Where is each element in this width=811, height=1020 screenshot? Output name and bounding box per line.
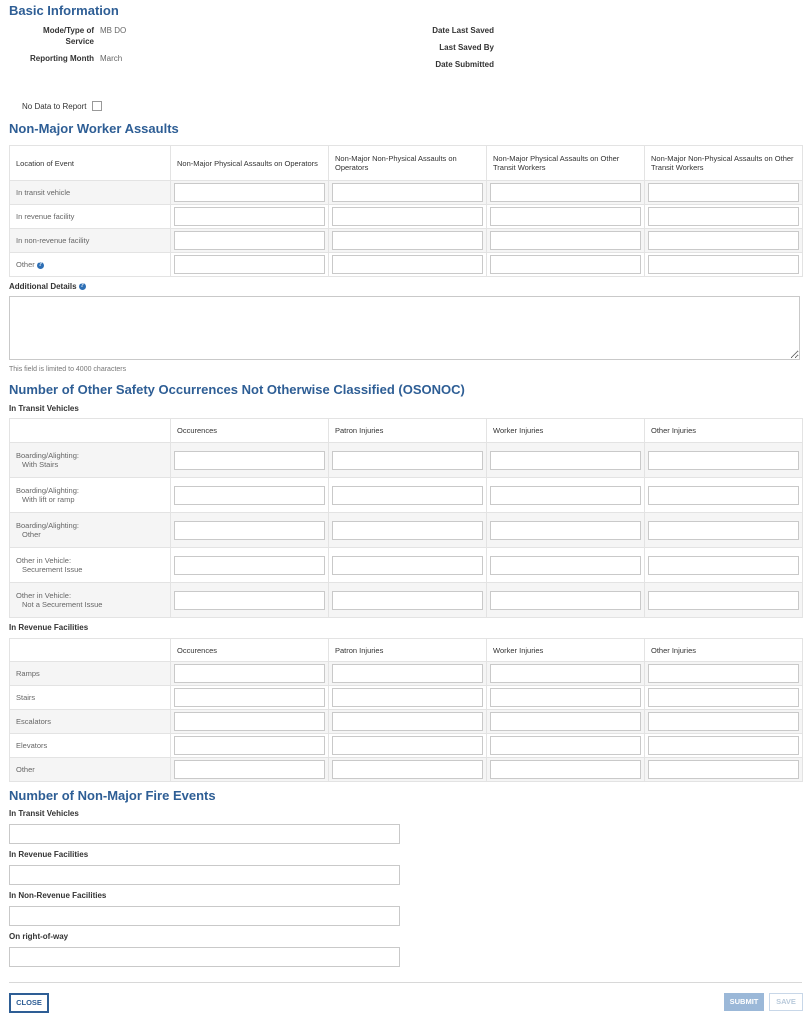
col-header: Occurences bbox=[171, 419, 329, 443]
month-value: March bbox=[100, 54, 123, 63]
details-label bbox=[9, 282, 86, 291]
occurrence-input[interactable] bbox=[174, 521, 325, 540]
col-header: Other Injuries bbox=[645, 639, 803, 662]
assault-input[interactable] bbox=[648, 183, 799, 202]
row-label: Escalators bbox=[10, 710, 171, 734]
occurrence-input[interactable] bbox=[174, 736, 325, 755]
occurrence-input[interactable] bbox=[174, 664, 325, 683]
mode-label-line1: Mode/Type of bbox=[43, 26, 94, 35]
limit-note: This field is limited to 4000 characters bbox=[9, 366, 127, 373]
patron-injury-input[interactable] bbox=[332, 664, 483, 683]
assault-input[interactable] bbox=[648, 207, 799, 226]
assault-col-header: Non-Major Non-Physical Assaults on Other Transit Workers bbox=[645, 146, 803, 181]
assault-col-header: Non-Major Physical Assaults on Other Transit Workers bbox=[487, 146, 645, 181]
patron-injury-input[interactable] bbox=[332, 486, 483, 505]
fire-field-label: In Non-Revenue Facilities bbox=[9, 891, 107, 900]
mode-value: MB DO bbox=[100, 26, 127, 35]
table-row bbox=[10, 686, 803, 710]
date-saved-label: Date Last Saved bbox=[432, 26, 494, 35]
fire-field-label: In Revenue Facilities bbox=[9, 850, 89, 859]
occurrence-input[interactable] bbox=[174, 712, 325, 731]
additional-details-textarea[interactable] bbox=[9, 296, 800, 360]
fire-right-of-way-input[interactable] bbox=[9, 947, 400, 967]
occurrence-input[interactable] bbox=[174, 591, 325, 610]
row-label: Boarding/Alighting: With lift or ramp bbox=[10, 478, 171, 513]
fire-field-label: On right-of-way bbox=[9, 932, 69, 941]
patron-injury-input[interactable] bbox=[332, 591, 483, 610]
worker-injury-input[interactable] bbox=[490, 760, 641, 779]
worker-injury-input[interactable] bbox=[490, 712, 641, 731]
revenue-facilities-label: In Revenue Facilities bbox=[9, 623, 89, 632]
other-injury-input[interactable] bbox=[648, 736, 799, 755]
table-row bbox=[10, 229, 803, 253]
header-location: Location of Event bbox=[10, 146, 171, 181]
fire-revenue-facilities-input[interactable] bbox=[9, 865, 400, 885]
row-label: In transit vehicle bbox=[10, 181, 171, 205]
assault-input[interactable] bbox=[648, 255, 799, 274]
assault-input[interactable] bbox=[174, 207, 325, 226]
patron-injury-input[interactable] bbox=[332, 451, 483, 470]
col-header: Patron Injuries bbox=[329, 639, 487, 662]
worker-injury-input[interactable] bbox=[490, 486, 641, 505]
assault-input[interactable] bbox=[332, 207, 483, 226]
assault-input[interactable] bbox=[490, 207, 641, 226]
occurrence-input[interactable] bbox=[174, 688, 325, 707]
osonoc-facilities-table bbox=[9, 638, 803, 782]
other-injury-input[interactable] bbox=[648, 664, 799, 683]
row-label: In revenue facility bbox=[10, 205, 171, 229]
table-row bbox=[10, 513, 803, 548]
patron-injury-input[interactable] bbox=[332, 736, 483, 755]
other-injury-input[interactable] bbox=[648, 712, 799, 731]
table-row bbox=[10, 478, 803, 513]
other-injury-input[interactable] bbox=[648, 486, 799, 505]
osonoc-header-row bbox=[10, 419, 803, 443]
assault-col-header: Non-Major Physical Assaults on Operators bbox=[171, 146, 329, 181]
occurrence-input[interactable] bbox=[174, 451, 325, 470]
occurrence-input[interactable] bbox=[174, 556, 325, 575]
patron-injury-input[interactable] bbox=[332, 521, 483, 540]
worker-injury-input[interactable] bbox=[490, 664, 641, 683]
month-label: Reporting Month bbox=[30, 54, 94, 63]
assaults-title: Non-Major Worker Assaults bbox=[9, 121, 179, 136]
assaults-header-row bbox=[10, 146, 803, 181]
col-header: Other Injuries bbox=[645, 419, 803, 443]
other-injury-input[interactable] bbox=[648, 556, 799, 575]
fire-field-label: In Transit Vehicles bbox=[9, 809, 79, 818]
worker-injury-input[interactable] bbox=[490, 451, 641, 470]
fire-non-revenue-facilities-input[interactable] bbox=[9, 906, 400, 926]
other-injury-input[interactable] bbox=[648, 591, 799, 610]
other-injury-input[interactable] bbox=[648, 451, 799, 470]
assault-input[interactable] bbox=[174, 231, 325, 250]
row-label: Other bbox=[16, 260, 35, 269]
assault-input[interactable] bbox=[174, 255, 325, 274]
table-row bbox=[10, 253, 803, 277]
row-label: Ramps bbox=[10, 662, 171, 686]
worker-injury-input[interactable] bbox=[490, 556, 641, 575]
table-row bbox=[10, 583, 803, 618]
mode-label bbox=[20, 25, 94, 47]
patron-injury-input[interactable] bbox=[332, 688, 483, 707]
patron-injury-input[interactable] bbox=[332, 556, 483, 575]
table-row bbox=[10, 443, 803, 478]
row-label: Elevators bbox=[10, 734, 171, 758]
osonoc-title: Number of Other Safety Occurrences Not Otherwise Classified (OSONOC) bbox=[9, 382, 465, 397]
assault-input[interactable] bbox=[490, 255, 641, 274]
assault-input[interactable] bbox=[332, 231, 483, 250]
no-data-checkbox[interactable] bbox=[92, 101, 102, 111]
close-button[interactable]: CLOSE bbox=[9, 993, 49, 1013]
table-row bbox=[10, 181, 803, 205]
table-row bbox=[10, 710, 803, 734]
row-label-with-help bbox=[10, 253, 171, 277]
assaults-table bbox=[9, 145, 803, 277]
mode-label-line2: Service bbox=[65, 37, 94, 46]
assault-input[interactable] bbox=[332, 255, 483, 274]
saved-by-label: Last Saved By bbox=[439, 43, 494, 52]
submitted-label: Date Submitted bbox=[435, 60, 494, 69]
occurrence-input[interactable] bbox=[174, 760, 325, 779]
worker-injury-input[interactable] bbox=[490, 688, 641, 707]
assault-input[interactable] bbox=[490, 183, 641, 202]
row-label: Other bbox=[10, 758, 171, 782]
patron-injury-input[interactable] bbox=[332, 760, 483, 779]
osonoc-vehicles-table bbox=[9, 418, 803, 618]
row-label: In non-revenue facility bbox=[10, 229, 171, 253]
other-injury-input[interactable] bbox=[648, 521, 799, 540]
col-header: Patron Injuries bbox=[329, 419, 487, 443]
worker-injury-input[interactable] bbox=[490, 591, 641, 610]
assault-input[interactable] bbox=[332, 183, 483, 202]
assault-input[interactable] bbox=[648, 231, 799, 250]
help-icon[interactable]: ? bbox=[80, 283, 84, 290]
facilities-header-row bbox=[10, 639, 803, 662]
blank-header bbox=[10, 419, 171, 443]
patron-injury-input[interactable] bbox=[332, 712, 483, 731]
transit-vehicles-label: In Transit Vehicles bbox=[9, 404, 79, 413]
help-icon[interactable]: ? bbox=[38, 261, 43, 268]
submit-button[interactable]: SUBMIT bbox=[724, 993, 764, 1011]
row-label: Boarding/Alighting: Other bbox=[10, 513, 171, 548]
details-label-text: Additional Details bbox=[9, 282, 77, 291]
row-label: Other in Vehicle: Securement Issue bbox=[10, 548, 171, 583]
assault-input[interactable] bbox=[174, 183, 325, 202]
table-row bbox=[10, 734, 803, 758]
table-row bbox=[10, 662, 803, 686]
basic-info-title: Basic Information bbox=[9, 3, 119, 18]
fire-transit-vehicles-input[interactable] bbox=[9, 824, 400, 844]
save-button[interactable]: SAVE bbox=[769, 993, 803, 1011]
footer-divider bbox=[9, 982, 802, 983]
table-row bbox=[10, 758, 803, 782]
no-data-label: No Data to Report bbox=[22, 101, 87, 111]
other-injury-input[interactable] bbox=[648, 688, 799, 707]
blank-header bbox=[10, 639, 171, 662]
col-header: Occurences bbox=[171, 639, 329, 662]
fire-title: Number of Non-Major Fire Events bbox=[9, 788, 216, 803]
table-row bbox=[10, 205, 803, 229]
row-label: Stairs bbox=[10, 686, 171, 710]
table-row bbox=[10, 548, 803, 583]
row-label: Boarding/Alighting: With Stairs bbox=[10, 443, 171, 478]
other-injury-input[interactable] bbox=[648, 760, 799, 779]
col-header: Worker Injuries bbox=[487, 639, 645, 662]
assault-col-header: Non-Major Non-Physical Assaults on Operators bbox=[329, 146, 487, 181]
row-label: Other in Vehicle: Not a Securement Issue bbox=[10, 583, 171, 618]
occurrence-input[interactable] bbox=[174, 486, 325, 505]
worker-injury-input[interactable] bbox=[490, 736, 641, 755]
worker-injury-input[interactable] bbox=[490, 521, 641, 540]
col-header: Worker Injuries bbox=[487, 419, 645, 443]
assault-input[interactable] bbox=[490, 231, 641, 250]
no-data-row bbox=[22, 101, 102, 111]
